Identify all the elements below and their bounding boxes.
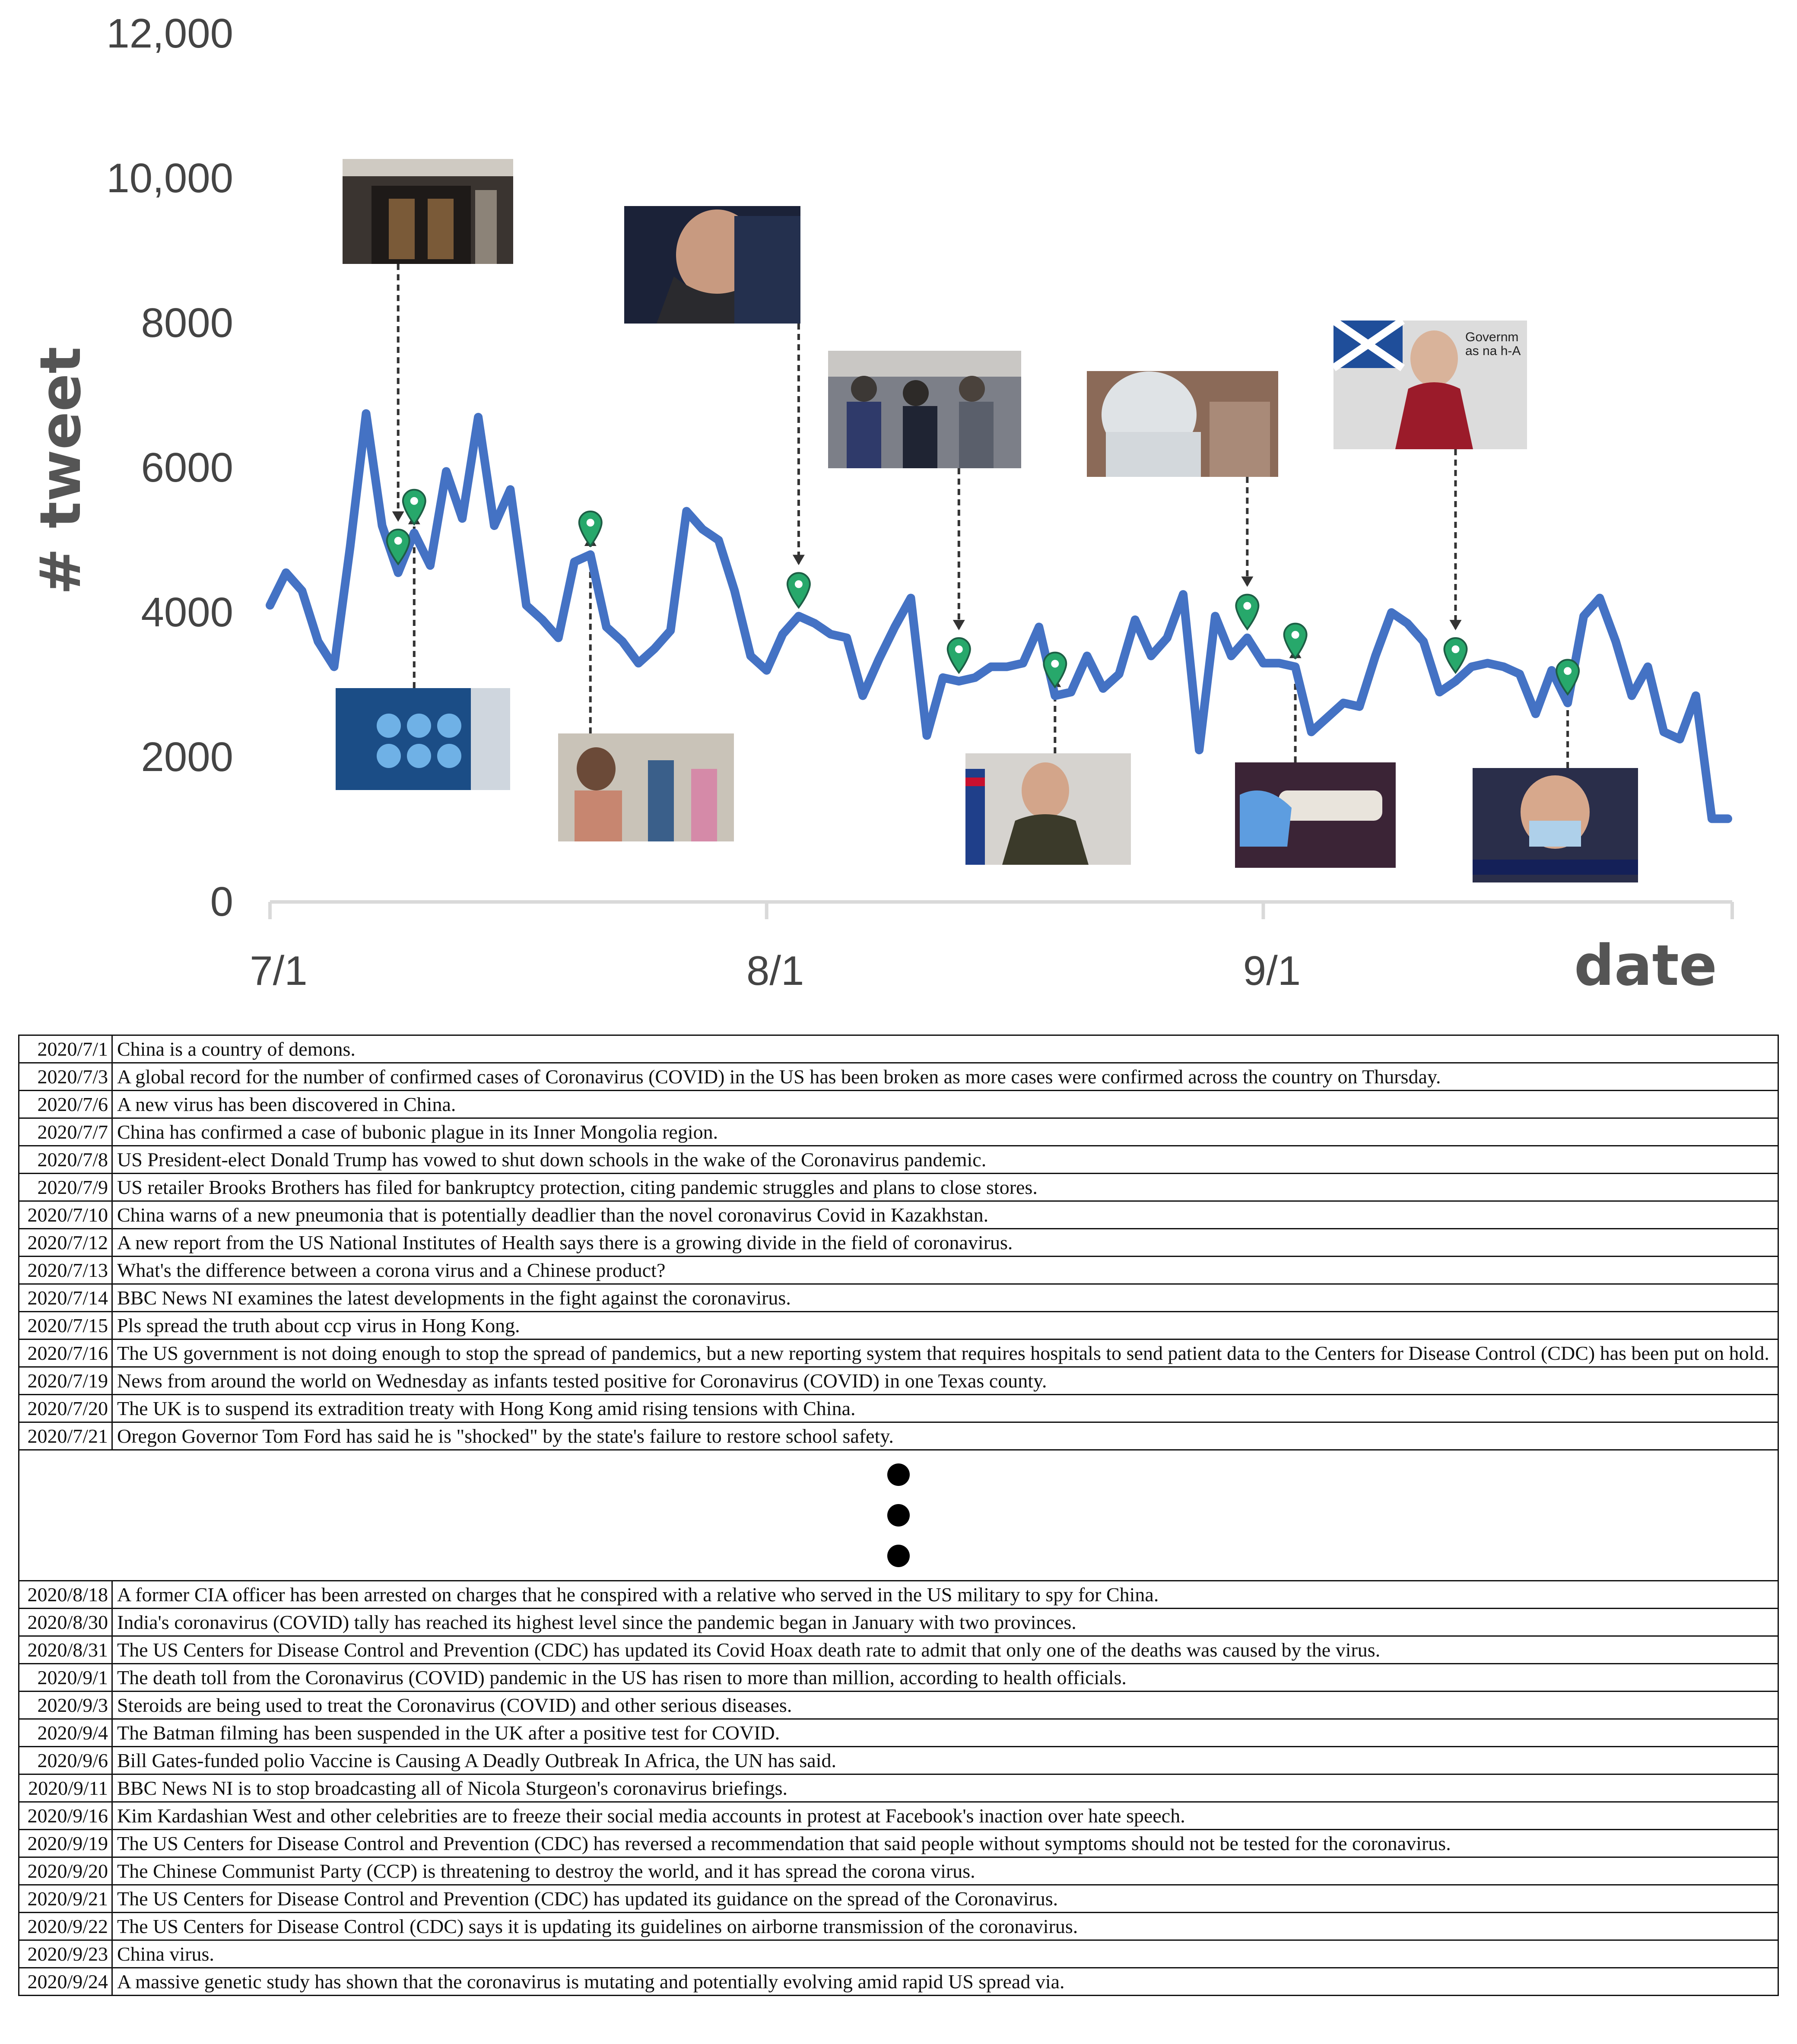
event-text: China virus. xyxy=(112,1940,1778,1968)
photo-school-crowd xyxy=(828,351,1021,468)
table-row xyxy=(19,1229,1778,1257)
event-text: China is a country of demons. xyxy=(112,1035,1778,1063)
event-text: The UK is to suspend its extradition treaty with Hong Kong amid rising tensions with China. xyxy=(112,1395,1778,1422)
event-date: 2020/7/13 xyxy=(19,1257,112,1284)
event-date: 2020/7/16 xyxy=(19,1339,112,1367)
event-date: 2020/9/3 xyxy=(19,1692,112,1719)
event-date: 2020/9/24 xyxy=(19,1968,112,1996)
event-text: What's the difference between a corona virus and a Chinese product? xyxy=(112,1257,1778,1284)
event-text: News from around the world on Wednesday as infants tested positive for Coronavirus (COVID) in one Texas county. xyxy=(112,1367,1778,1395)
event-text: A global record for the number of confirmed cases of Coronavirus (COVID) in the US has been broken as more cases were confirmed across the country on Thursday. xyxy=(112,1063,1778,1091)
event-text: The Chinese Communist Party (CCP) is threatening to destroy the world, and it has spread the corona virus. xyxy=(112,1857,1778,1885)
table-row xyxy=(19,1201,1778,1229)
ellipsis-dot xyxy=(887,1504,910,1527)
table-row xyxy=(19,1774,1778,1802)
event-date: 2020/7/8 xyxy=(19,1146,112,1174)
table-row xyxy=(19,1719,1778,1747)
event-pin-icon xyxy=(403,490,425,524)
y-tick-label: 6000 xyxy=(141,444,233,491)
event-date: 2020/9/11 xyxy=(19,1774,112,1802)
event-date: 2020/8/30 xyxy=(19,1609,112,1636)
photo-masked-man xyxy=(624,206,800,324)
table-row xyxy=(19,1692,1778,1719)
event-date: 2020/9/16 xyxy=(19,1802,112,1830)
table-row xyxy=(19,1118,1778,1146)
event-pin-icon xyxy=(1445,638,1467,673)
event-text: Bill Gates-funded polio Vaccine is Causing A Deadly Outbreak In Africa, the UN has said. xyxy=(112,1747,1778,1774)
event-text: BBC News NI examines the latest developments in the fight against the coronavirus. xyxy=(112,1284,1778,1312)
table-row xyxy=(19,1664,1778,1692)
y-tick-label: 4000 xyxy=(141,589,233,635)
event-pin-icon xyxy=(948,638,970,673)
x-axis xyxy=(250,902,1732,994)
table-row xyxy=(19,1284,1778,1312)
event-text: Kim Kardashian West and other celebrities are to freeze their social media accounts in protest at Facebook's inaction over hate speech. xyxy=(112,1802,1778,1830)
event-date: 2020/9/19 xyxy=(19,1830,112,1857)
table-row xyxy=(19,1146,1778,1174)
event-pin-icon xyxy=(787,573,810,607)
event-text: The Batman filming has been suspended in the UK after a positive test for COVID. xyxy=(112,1719,1778,1747)
table-row xyxy=(19,1636,1778,1664)
event-text: The US Centers for Disease Control and Prevention (CDC) has reversed a recommendation that said people without symptoms should not be tested for the coronavirus. xyxy=(112,1830,1778,1857)
event-pin-icon xyxy=(579,511,602,546)
event-date: 2020/7/1 xyxy=(19,1035,112,1063)
event-table-top xyxy=(19,1035,1778,1450)
event-date: 2020/9/4 xyxy=(19,1719,112,1747)
y-tick-label: 2000 xyxy=(141,734,233,780)
table-row xyxy=(19,1968,1778,1996)
event-text: The US Centers for Disease Control (CDC) says it is updating its guidelines on airborne transmission of the coronavirus. xyxy=(112,1913,1778,1940)
event-text: China has confirmed a case of bubonic plague in its Inner Mongolia region. xyxy=(112,1118,1778,1146)
event-date: 2020/9/1 xyxy=(19,1664,112,1692)
ellipsis-cell xyxy=(19,1450,1778,1581)
event-table xyxy=(18,1035,1779,1996)
event-date: 2020/9/6 xyxy=(19,1747,112,1774)
table-row xyxy=(19,1257,1778,1284)
table-row xyxy=(19,1063,1778,1091)
event-text: BBC News NI is to stop broadcasting all of Nicola Sturgeon's coronavirus briefings. xyxy=(112,1774,1778,1802)
y-tick-label: 12,000 xyxy=(106,10,233,57)
event-arrowhead xyxy=(1450,620,1462,630)
event-text: A former CIA officer has been arrested on charges that he conspired with a relative who served in the US military to spy for China. xyxy=(112,1581,1778,1609)
event-text: Pls spread the truth about ccp virus in Hong Kong. xyxy=(112,1312,1778,1339)
event-text: India's coronavirus (COVID) tally has reached its highest level since the pandemic began in January with two provinces. xyxy=(112,1609,1778,1636)
event-date: 2020/7/21 xyxy=(19,1422,112,1450)
event-date: 2020/9/22 xyxy=(19,1913,112,1940)
event-date: 2020/8/31 xyxy=(19,1636,112,1664)
table-row xyxy=(19,1857,1778,1885)
event-date: 2020/7/19 xyxy=(19,1367,112,1395)
event-text: The US government is not doing enough to stop the spread of pandemics, but a new reporting system that requires hospitals to send patient data to the Centers for Disease Control (CDC) has been put on hold. xyxy=(112,1339,1778,1367)
table-row xyxy=(19,1422,1778,1450)
event-text: A massive genetic study has shown that the coronavirus is mutating and potentially evolving amid rapid US spread via. xyxy=(112,1968,1778,1996)
table-row xyxy=(19,1885,1778,1913)
y-tick-label: 10,000 xyxy=(106,155,233,201)
table-row xyxy=(19,1747,1778,1774)
table-row xyxy=(19,1395,1778,1422)
photo-store-front xyxy=(343,159,513,264)
event-date: 2020/9/21 xyxy=(19,1885,112,1913)
event-date: 2020/7/10 xyxy=(19,1201,112,1229)
event-date: 2020/9/23 xyxy=(19,1940,112,1968)
sign-text-bottom: as na h-A xyxy=(1465,344,1521,358)
x-tick-label: 8/1 xyxy=(746,948,804,994)
event-date: 2020/7/9 xyxy=(19,1174,112,1201)
table-row xyxy=(19,1830,1778,1857)
event-text: Steroids are being used to treat the Coronavirus (COVID) and other serious diseases. xyxy=(112,1692,1778,1719)
event-date: 2020/8/18 xyxy=(19,1581,112,1609)
y-axis-label: # tweet xyxy=(28,346,93,595)
table-row xyxy=(19,1581,1778,1609)
photo-cdc-director xyxy=(1473,768,1638,882)
table-row xyxy=(19,1339,1778,1367)
x-tick-label: 9/1 xyxy=(1243,948,1301,994)
table-row xyxy=(19,1940,1778,1968)
event-text: Oregon Governor Tom Ford has said he is "shocked" by the state's failure to restore school safety. xyxy=(112,1422,1778,1450)
event-date: 2020/7/3 xyxy=(19,1063,112,1091)
event-text: The US Centers for Disease Control and Prevention (CDC) has updated its guidance on the spread of the Coronavirus. xyxy=(112,1885,1778,1913)
event-date: 2020/9/20 xyxy=(19,1857,112,1885)
event-pin-icon xyxy=(1236,595,1258,629)
photo-vaccine-vial xyxy=(1235,762,1396,868)
event-text: A new virus has been discovered in China. xyxy=(112,1091,1778,1118)
photo-lab-scans xyxy=(336,688,510,790)
event-arrowhead xyxy=(392,511,404,522)
event-pin-icon xyxy=(1044,653,1066,687)
event-pin-icon xyxy=(1284,624,1307,658)
ellipsis-gap xyxy=(19,1450,1778,1581)
table-row xyxy=(19,1174,1778,1201)
event-text: The death toll from the Coronavirus (COVID) pandemic in the US has risen to more than million, according to health officials. xyxy=(112,1664,1778,1692)
y-tick-label: 0 xyxy=(210,879,233,925)
ellipsis-dot xyxy=(887,1463,910,1486)
table-row xyxy=(19,1035,1778,1063)
event-date: 2020/7/15 xyxy=(19,1312,112,1339)
y-tick-label: 8000 xyxy=(141,300,233,346)
table-row xyxy=(19,1609,1778,1636)
event-date: 2020/7/12 xyxy=(19,1229,112,1257)
table-row xyxy=(19,1802,1778,1830)
event-text: US President-elect Donald Trump has vowed to shut down schools in the wake of the Coronavirus pandemic. xyxy=(112,1146,1778,1174)
photo-press-conference xyxy=(965,753,1131,865)
event-text: US retailer Brooks Brothers has filed for bankruptcy protection, citing pandemic struggles and plans to close stores. xyxy=(112,1174,1778,1201)
photo-hazmat-worker xyxy=(1087,371,1278,477)
sign-text-top: Governm xyxy=(1465,330,1519,344)
table-row xyxy=(19,1913,1778,1940)
event-arrowhead xyxy=(1241,577,1253,587)
y-axis-ticks xyxy=(106,10,233,925)
x-axis-label: date xyxy=(1574,933,1717,998)
event-date: 2020/7/6 xyxy=(19,1091,112,1118)
x-tick-label: 7/1 xyxy=(250,948,308,994)
table-row xyxy=(19,1091,1778,1118)
event-table-bottom xyxy=(19,1581,1778,1996)
event-text: China warns of a new pneumonia that is potentially deadlier than the novel coronavirus Covid in Kazakhstan. xyxy=(112,1201,1778,1229)
event-text: The US Centers for Disease Control and Prevention (CDC) has updated its Covid Hoax death rate to admit that only one of the deaths was caused by the virus. xyxy=(112,1636,1778,1664)
event-date: 2020/7/20 xyxy=(19,1395,112,1422)
table-row xyxy=(19,1312,1778,1339)
photo-scotland-briefing xyxy=(1333,321,1527,449)
event-arrowhead xyxy=(953,620,965,630)
event-date: 2020/7/7 xyxy=(19,1118,112,1146)
ellipsis-dot xyxy=(887,1545,910,1567)
event-arrowhead xyxy=(793,555,805,565)
table-row xyxy=(19,1367,1778,1395)
event-date: 2020/7/14 xyxy=(19,1284,112,1312)
event-text: A new report from the US National Institutes of Health says there is a growing divide in the field of coronavirus. xyxy=(112,1229,1778,1257)
photo-temperature-check xyxy=(558,733,734,841)
